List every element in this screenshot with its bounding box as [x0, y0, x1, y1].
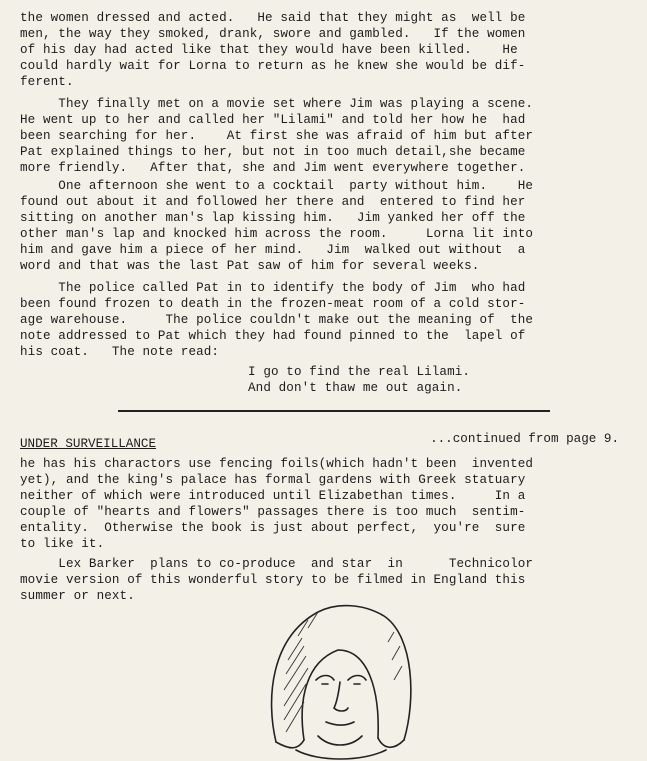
- story-line: found out about it and followed her there and entered to find her: [20, 195, 526, 209]
- story-line: word and that was the last Pat saw of him for several weeks.: [20, 259, 480, 273]
- story-line: more friendly. After that, she and Jim went everywhere together.: [20, 161, 526, 175]
- section-heading: UNDER SURVEILLANCE: [20, 437, 157, 451]
- note-line: And don't thaw me out again.: [248, 381, 463, 395]
- story-line: his coat. The note read:: [20, 345, 220, 359]
- story-line: been searching for her. At first she was afraid of him but after: [20, 129, 534, 143]
- story-line: ferent.: [20, 75, 74, 89]
- story-line: the women dressed and acted. He said that they might as well be: [20, 11, 526, 25]
- story-line: sitting on another man's lap kissing him. Jim yanked her off the: [20, 211, 526, 225]
- story-line: They finally met on a movie set where Jim was playing a scene.: [20, 97, 534, 111]
- review-line: neither of which were introduced until Elizabethan times. In a: [20, 489, 526, 503]
- review-line: summer or next.: [20, 589, 135, 603]
- knight-helmet-icon: [238, 590, 438, 761]
- story-line: men, the way they smoked, drank, swore and gambled. If the women: [20, 27, 526, 41]
- story-line: Pat explained things to her, but not in too much detail,she became: [20, 145, 526, 159]
- continued-note: ...continued from page 9.: [430, 432, 619, 446]
- review-line: to like it.: [20, 537, 105, 551]
- story-line: been found frozen to death in the frozen-meat room of a cold stor-: [20, 297, 526, 311]
- section-divider: [118, 410, 550, 412]
- story-line: age warehouse. The police couldn't make out the meaning of the: [20, 313, 534, 327]
- story-line: him and gave him a piece of her mind. Jim walked out without a: [20, 243, 526, 257]
- story-line: of his day had acted like that they would have been killed. He: [20, 43, 518, 57]
- note-line: I go to find the real Lilami.: [248, 365, 471, 379]
- review-line: he has his charactors use fencing foils(which hadn't been invented: [20, 457, 534, 471]
- review-line: entality. Otherwise the book is just about perfect, you're sure: [20, 521, 526, 535]
- review-line: couple of "hearts and flowers" passages there is too much sentim-: [20, 505, 526, 519]
- story-line: The police called Pat in to identify the body of Jim who had: [20, 281, 526, 295]
- story-line: One afternoon she went to a cocktail party without him. He: [20, 179, 534, 193]
- story-line: could hardly wait for Lorna to return as he knew she would be dif-: [20, 59, 526, 73]
- review-line: yet), and the king's palace has formal gardens with Greek statuary: [20, 473, 526, 487]
- review-line: movie version of this wonderful story to be filmed in England this: [20, 573, 526, 587]
- story-line: note addressed to Pat which they had found pinned to the lapel of: [20, 329, 526, 343]
- review-line: Lex Barker plans to co-produce and star in Technicolor: [20, 557, 534, 571]
- story-line: He went up to her and called her "Lilami" and told her how he had: [20, 113, 526, 127]
- story-line: other man's lap and knocked him across the room. Lorna lit into: [20, 227, 534, 241]
